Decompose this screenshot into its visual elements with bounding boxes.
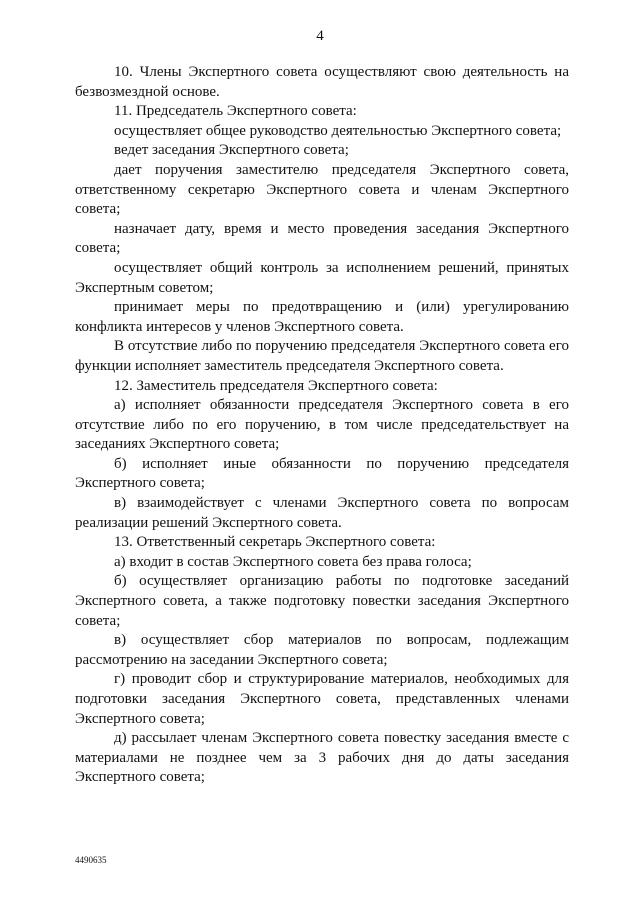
paragraph: б) осуществляет организацию работы по подготовке заседаний Экспертного совета, а также подготовку повестки заседания Экспертного совета; bbox=[75, 573, 569, 629]
paragraph: в) взаимодействует с членами Экспертного совета по вопросам реализации решений Экспертного совета. bbox=[75, 495, 569, 531]
paragraph: ведет заседания Экспертного совета; bbox=[114, 142, 349, 159]
paragraph: 10. Члены Экспертного совета осуществляют свою деятельность на безвозмездной основе. bbox=[75, 64, 569, 100]
document-body bbox=[75, 63, 569, 788]
page-number: 4 bbox=[316, 28, 324, 44]
paragraph: дает поручения заместителю председателя Экспертного совета, ответственному секретарю Экспертного совета и членам Экспертного совета; bbox=[75, 161, 569, 218]
paragraph: б) исполняет иные обязанности по поручению председателя Экспертного совета; bbox=[75, 455, 569, 492]
paragraph: В отсутствие либо по поручению председателя Экспертного совета его функции исполняет заместитель председателя Экспертного совета. bbox=[75, 338, 569, 374]
paragraph: а) входит в состав Экспертного совета без права голоса; bbox=[114, 553, 472, 570]
paragraph: г) проводит сбор и структурирование материалов, необходимых для подготовки заседания Экспертного совета, представленных членами Экспертного совета; bbox=[75, 671, 569, 727]
paragraph: 11. Председатель Экспертного совета: bbox=[114, 103, 357, 120]
paragraph: осуществляет общее руководство деятельностью Экспертного совета; bbox=[114, 122, 562, 139]
paragraph: 12. Заместитель председателя Экспертного совета: bbox=[114, 377, 438, 394]
paragraph: а) исполняет обязанности председателя Экспертного совета в его отсутствие либо по его поручению, в том числе председательствует на заседаниях Экспертного совета; bbox=[75, 397, 569, 453]
paragraph: 13. Ответственный секретарь Экспертного совета: bbox=[114, 534, 436, 551]
paragraph: принимает меры по предотвращению и (или) урегулированию конфликта интересов у членов Экспертного совета. bbox=[75, 299, 569, 335]
paragraph: в) осуществляет сбор материалов по вопросам, подлежащим рассмотрению на заседании Экспертного совета; bbox=[75, 632, 569, 668]
paragraph: д) рассылает членам Экспертного совета повестку заседания вместе с материалами не позднее чем за 3 рабочих дня до даты заседания Экспертного совета; bbox=[75, 730, 569, 786]
document-code: 4490635 bbox=[75, 855, 107, 865]
paragraph: осуществляет общий контроль за исполнением решений, принятых Экспертным советом; bbox=[75, 259, 569, 296]
paragraph: назначает дату, время и место проведения заседания Экспертного совета; bbox=[75, 220, 569, 257]
